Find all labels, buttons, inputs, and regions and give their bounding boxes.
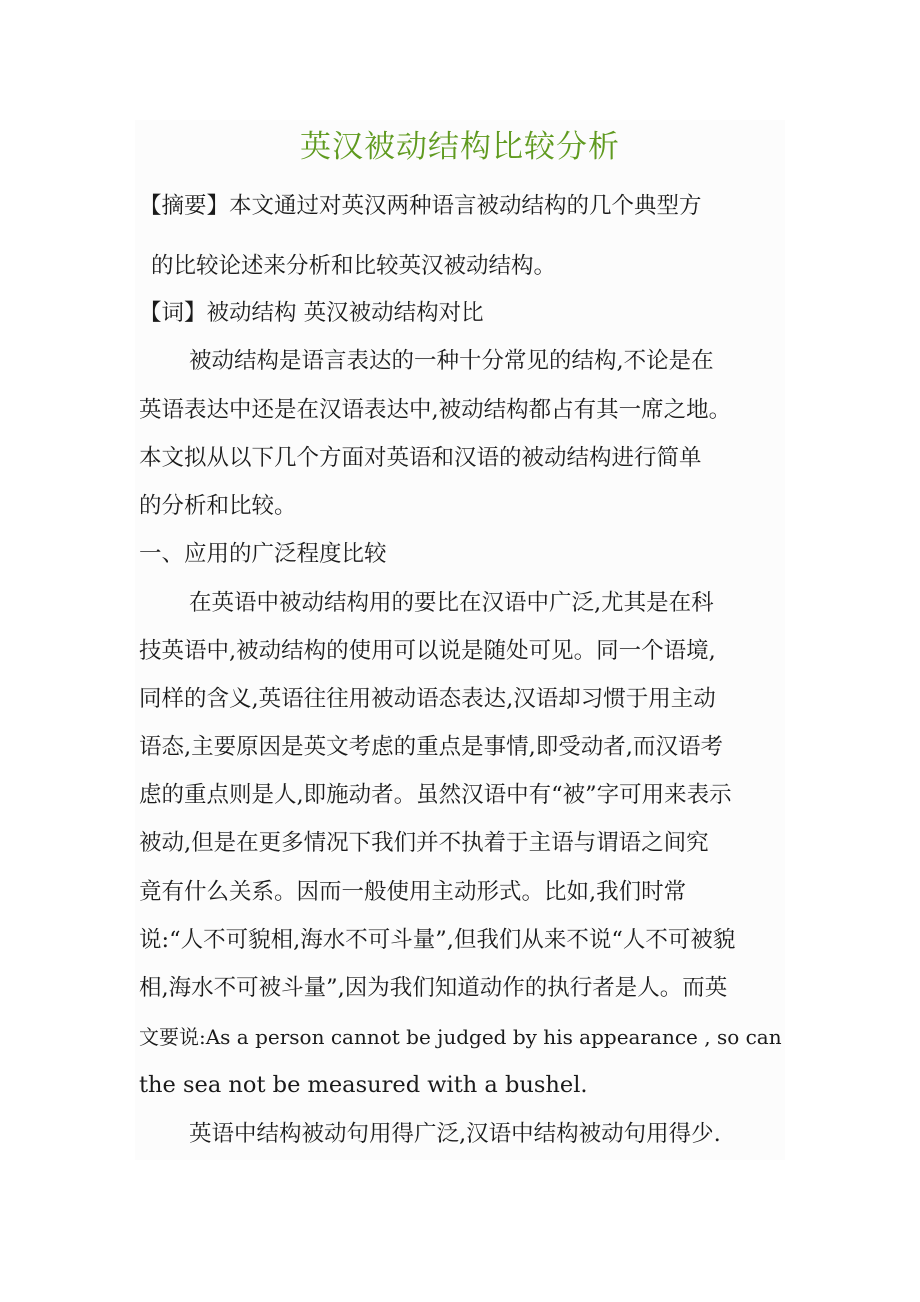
paragraph-line: 的分析和比较。	[139, 493, 297, 519]
paragraph-line: 相,海水不可被斗量”,因为我们知道动作的执行者是人。而英	[139, 975, 728, 1001]
paragraph-line: 说:“人不可貌相,海水不可斗量”,但我们从来不说“人不可被貌	[139, 927, 736, 953]
paragraph-line: 虑的重点则是人,即施动者。虽然汉语中有“被”字可用来表示	[139, 782, 732, 808]
abstract-line: 【摘要】本文通过对英汉两种语言被动结构的几个典型方	[139, 193, 702, 219]
paragraph-line: 被动结构是语言表达的一种十分常见的结构,不论是在	[189, 348, 714, 374]
keywords-line: 【词】被动结构 英汉被动结构对比	[139, 300, 484, 326]
paragraph-line: 英语中结构被动句用得广泛,汉语中结构被动句用得少.	[189, 1121, 721, 1147]
paragraph-line: 竟有什么关系。因而一般使用主动形式。比如,我们时常	[139, 879, 687, 905]
section-heading: 一、应用的广泛程度比较	[139, 541, 387, 567]
paragraph-line: 本文拟从以下几个方面对英语和汉语的被动结构进行简单	[139, 445, 702, 471]
paragraph-line: the sea not be measured with a bushel.	[139, 1072, 588, 1098]
paragraph-line: 同样的含义,英语往往用被动语态表达,汉语却习惯于用主动	[139, 686, 716, 712]
abstract-line: 的比较论述来分析和比较英汉被动结构。	[151, 253, 557, 279]
paragraph-line: 语态,主要原因是英文考虑的重点是事情,即受动者,而汉语考	[139, 734, 723, 760]
paragraph-line: 被动,但是在更多情况下我们并不执着于主语与谓语之间究	[139, 830, 709, 856]
paragraph-line: 技英语中,被动结构的使用可以说是随处可见。同一个语境,	[139, 638, 716, 664]
paragraph-line: 文要说:As a person cannot be judged by his appearance , so can	[139, 1025, 782, 1049]
paragraph-line: 在英语中被动结构用的要比在汉语中广泛,尤其是在科	[189, 590, 714, 616]
paragraph-line: 英语表达中还是在汉语表达中,被动结构都占有其一席之地。	[139, 397, 732, 423]
document-title: 英汉被动结构比较分析	[300, 129, 620, 165]
